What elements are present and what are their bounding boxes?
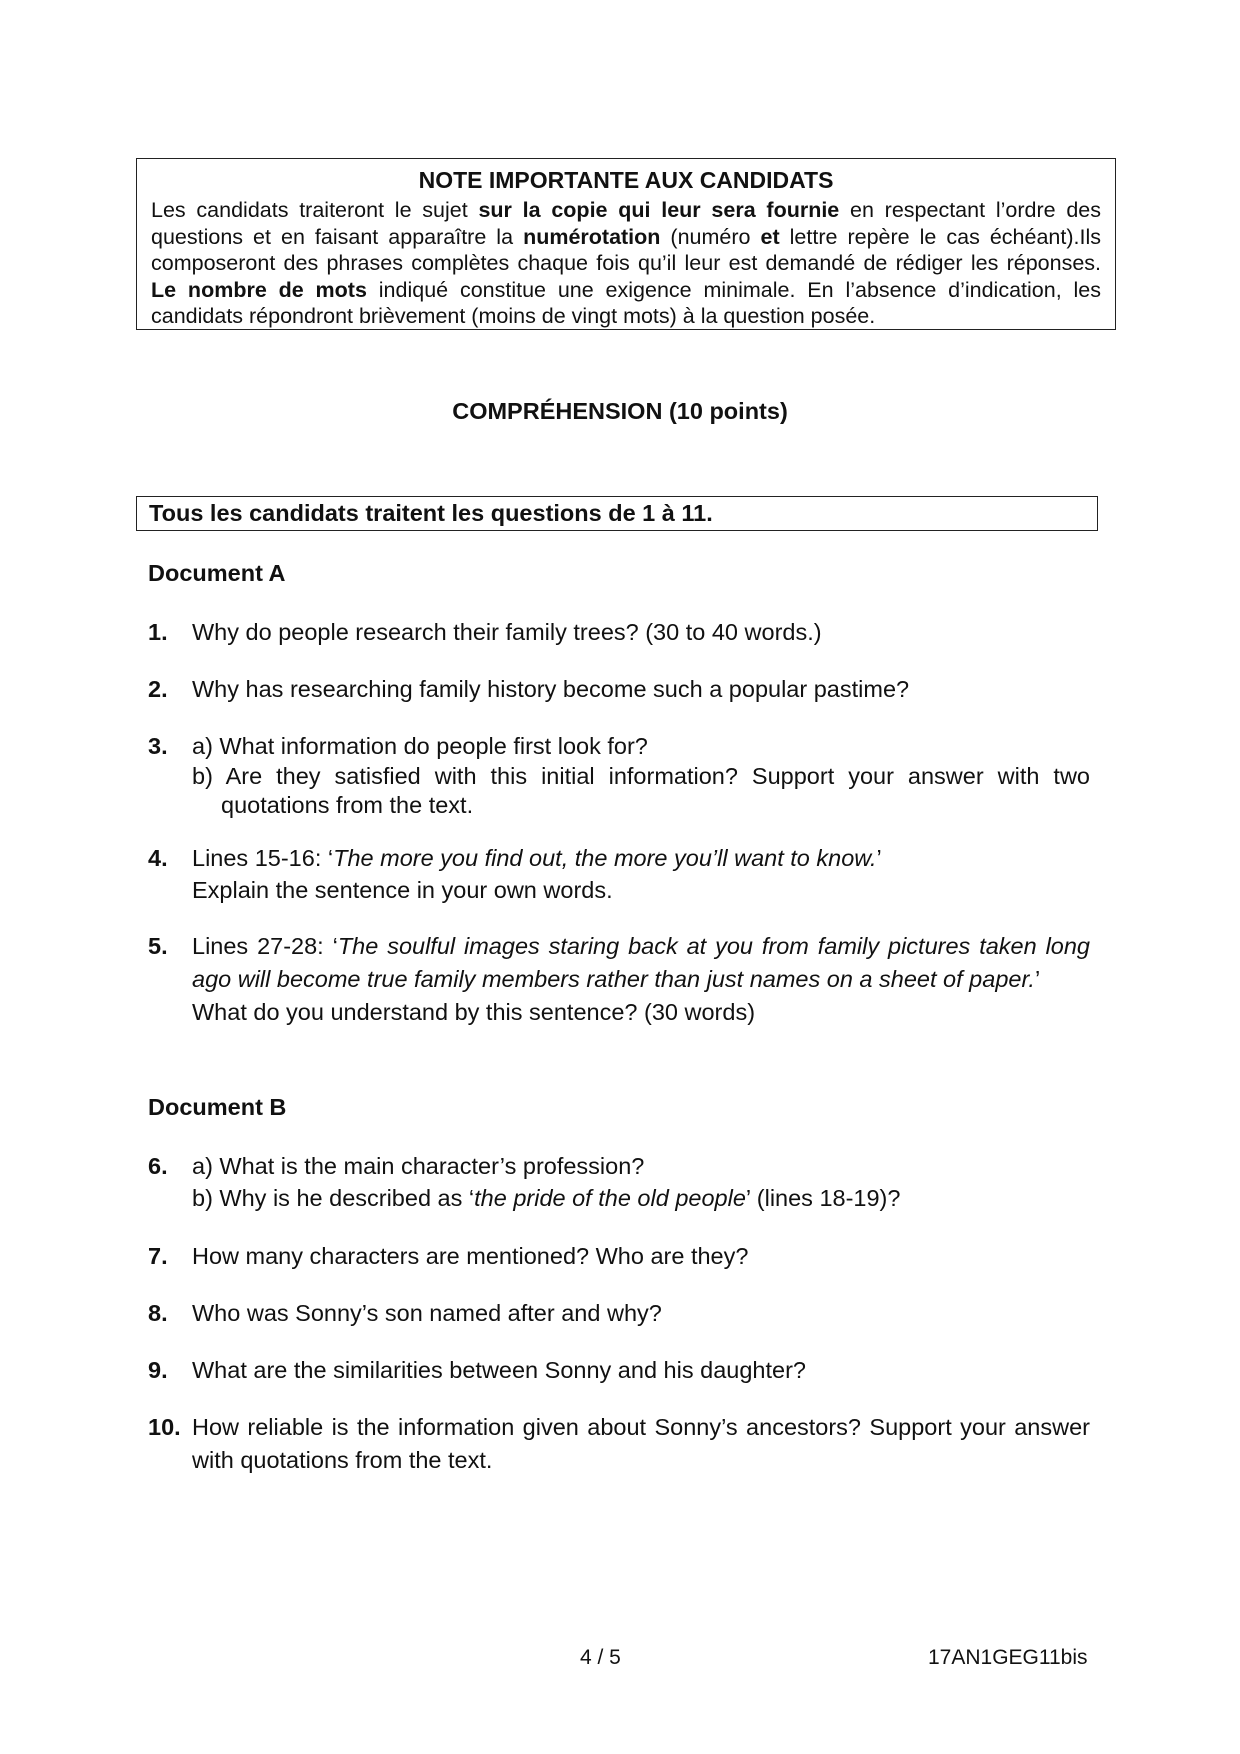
question-follow-up: What do you understand by this sentence? (30 words) <box>192 999 756 1025</box>
question-6 <box>148 1150 1090 1214</box>
question-number: 9. <box>148 1357 168 1383</box>
question-8 <box>148 1297 1090 1329</box>
question-text: Who was Sonny’s son named after and why? <box>192 1300 662 1326</box>
document-a-heading: Document A <box>148 560 286 586</box>
question-text <box>192 930 1090 996</box>
question-4 <box>148 842 1090 906</box>
question-part-a: a) What is the main character’s profession? <box>192 1153 645 1179</box>
question-number: 8. <box>148 1300 168 1326</box>
question-follow-up: Explain the sentence in your own words. <box>192 877 613 903</box>
question-2 <box>148 673 1090 705</box>
document-b-heading: Document B <box>148 1094 287 1120</box>
quote-tail: ’ (lines 18-19)? <box>745 1185 901 1211</box>
note-body <box>151 197 1101 330</box>
question-text: Why has researching family history become such a popular pastime? <box>192 676 910 702</box>
note-text: en respectant l’ordre des questions et en faisant apparaître la <box>151 198 1101 249</box>
question-part-b: b) Are they satisfied with this initial information? Support your answer with two quotations from the text. <box>192 763 1090 818</box>
note-emphasis: Le nombre de mots <box>151 277 367 302</box>
quotation: The soulful images staring back at you from family pictures taken long ago will become true family members rather than just names on a sheet of paper. <box>192 933 1090 992</box>
question-5 <box>148 930 1090 1028</box>
question-10 <box>148 1411 1090 1477</box>
quote-close: ’ <box>1034 966 1041 992</box>
document-code: 17AN1GEG11bis <box>928 1646 1088 1669</box>
quote-lead: Lines 15-16: ‘ <box>192 845 334 871</box>
note-text: indiqué constitue une exigence minimale. En l’absence d’indication, les candidats répondront brièvement (moins de vingt mots) à la question posée. <box>151 277 1101 328</box>
question-number: 7. <box>148 1243 168 1269</box>
note-emphasis: et <box>760 224 780 249</box>
question-text: What are the similarities between Sonny and his daughter? <box>192 1357 806 1383</box>
question-1 <box>148 616 1090 648</box>
question-number: 6. <box>148 1153 168 1179</box>
question-7 <box>148 1240 1090 1272</box>
question-text: Why do people research their family trees? (30 to 40 words.) <box>192 619 822 645</box>
section-title: COMPRÉHENSION (10 points) <box>452 398 788 424</box>
instruction-box: Tous les candidats traitent les questions de 1 à 11. <box>136 496 1098 531</box>
quote-lead: b) Why is he described as ‘ <box>192 1185 475 1211</box>
page-number: 4 / 5 <box>580 1646 621 1669</box>
quotation: the pride of the old people <box>474 1185 746 1211</box>
question-number: 3. <box>148 733 168 759</box>
note-emphasis: numérotation <box>523 224 661 249</box>
question-number: 2. <box>148 676 168 702</box>
note-text: Les candidats traiteront le sujet <box>151 198 479 222</box>
quotation: The more you find out, the more you’ll want to know. <box>333 845 877 871</box>
note-title: NOTE IMPORTANTE AUX CANDIDATS <box>418 167 834 193</box>
note-text: lettre repère le cas échéant).Ils composeront des phrases complètes chaque fois qu’il leur est demandé de rédiger les réponses. <box>151 224 1101 275</box>
question-number: 5. <box>148 933 168 959</box>
important-note-box <box>136 158 1116 330</box>
question-number: 10. <box>148 1414 181 1440</box>
question-text: How many characters are mentioned? Who are they? <box>192 1243 749 1269</box>
question-3 <box>148 730 1090 820</box>
question-part-a: a) What information do people first look for? <box>192 733 648 759</box>
question-number: 1. <box>148 619 168 645</box>
question-text <box>192 842 1090 874</box>
note-text: (numéro <box>660 224 761 249</box>
quote-lead: Lines 27-28: ‘ <box>192 933 338 959</box>
question-part-b <box>192 1182 1090 1214</box>
question-number: 4. <box>148 845 168 871</box>
question-9 <box>148 1354 1090 1386</box>
question-text: How reliable is the information given about Sonny’s ancestors? Support your answer with quotations from the text. <box>192 1414 1090 1473</box>
note-emphasis: sur la copie qui leur sera fournie <box>478 198 840 222</box>
quote-close: ’ <box>876 845 882 871</box>
